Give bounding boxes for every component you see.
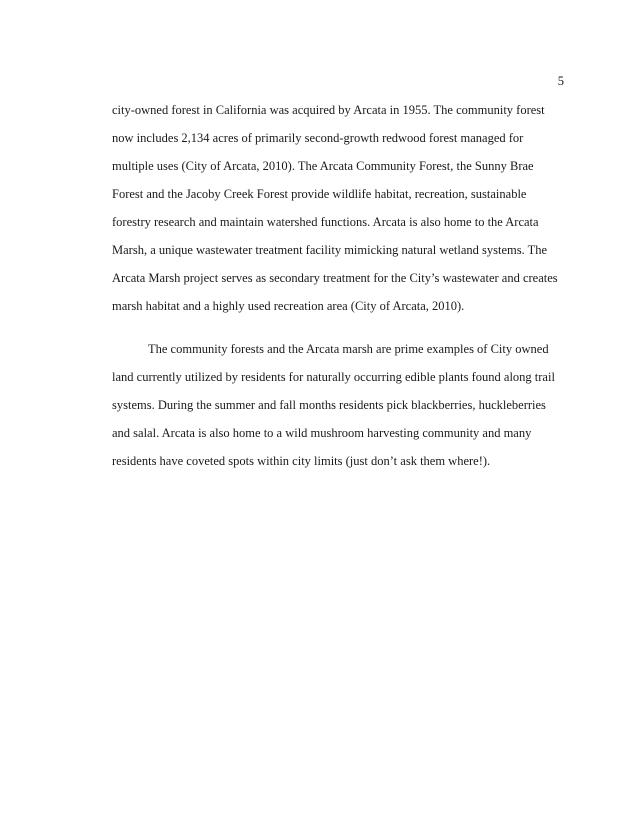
text-line: The community forests and the Arcata marsh are prime examples of City owned <box>148 342 549 356</box>
text-line: now includes 2,134 acres of primarily second-growth redwood forest managed for <box>112 131 524 145</box>
text-line: Forest and the Jacoby Creek Forest provide wildlife habitat, recreation, sustainable <box>112 187 527 201</box>
text-line: systems. During the summer and fall months residents pick blackberries, huckleberries <box>112 398 546 412</box>
text-line: multiple uses (City of Arcata, 2010). The Arcata Community Forest, the Sunny Brae <box>112 159 534 173</box>
text-line: marsh habitat and a highly used recreation area (City of Arcata, 2010). <box>112 299 465 313</box>
text-line: Arcata Marsh project serves as secondary treatment for the City’s wastewater and creates <box>112 271 558 285</box>
text-line: residents have coveted spots within city limits (just don’t ask them where!). <box>112 454 491 468</box>
text-line: and salal. Arcata is also home to a wild mushroom harvesting community and many <box>112 426 532 440</box>
text-line: forestry research and maintain watershed functions. Arcata is also home to the Arcata <box>112 215 539 229</box>
text-line: city-owned forest in California was acquired by Arcata in 1955. The community forest <box>112 103 545 117</box>
page-number: 5 <box>557 74 564 88</box>
text-line: land currently utilized by residents for naturally occurring edible plants found along trail <box>112 370 555 384</box>
text-line: Marsh, a unique wastewater treatment facility mimicking natural wetland systems. The <box>112 243 548 257</box>
